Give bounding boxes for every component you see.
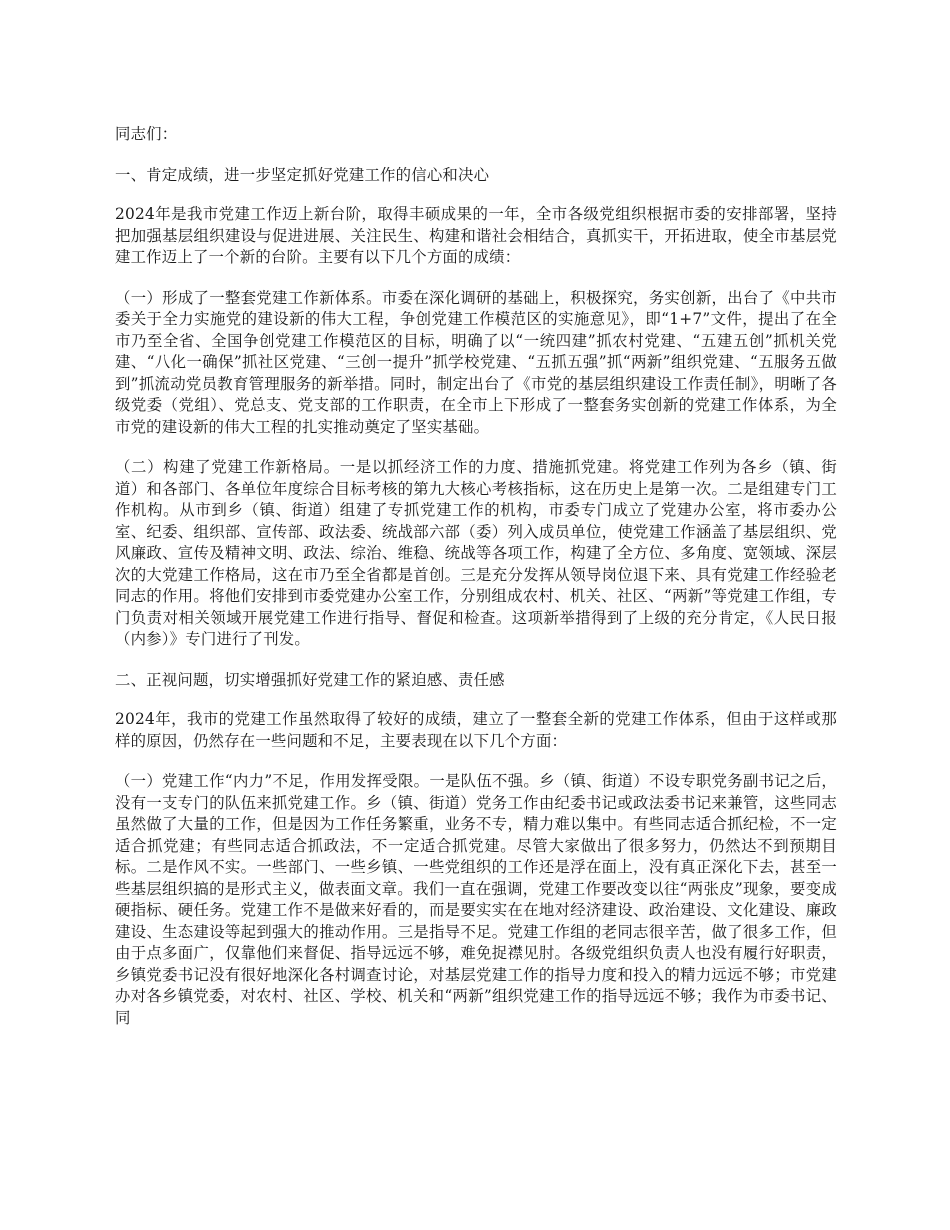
salutation: 同志们：	[115, 125, 178, 143]
paragraph-problems-intro: 2024年，我市的党建工作虽然取得了较好的成绩，建立了一整套全新的党建工作体系，但由于这样或那样的原因，仍然存在一些问题和不足，主要表现在以下几个方面：	[115, 710, 837, 750]
section-heading-2: 二、正视问题，切实增强抓好党建工作的紧迫感、责任感	[115, 670, 505, 689]
paragraph-system: （一）形成了一整套党建工作新体系。市委在深化调研的基础上，积极探究，务实创新，出台了《中共市委关于全力实施党的建设新的伟大工程，争创党建工作模范区的实施意见》，即“1+7”文件，提出了在全市乃至全省、全国争创党建工作模范区的目标，明确了以“一统四建”抓农村党建、“五建五创”抓机关党建、“八化一确保”抓社区党建、“三创一提升”抓学校党建、“五抓五强”抓“两新”组织党建、“五服务五做到”抓流动党员教育管理服务的新举措。同时，制定出台了《市党的基层组织建设工作责任制》，明晰了各级党委（党组）、党总支、党支部的工作职责，在全市上下形成了一整套务实创新的党建工作体系，为全市党的建设新的伟大工程的扎实推动奠定了坚实基础。	[115, 288, 837, 436]
paragraph-problems-1: （一）党建工作“内力”不足，作用发挥受限。一是队伍不强。乡（镇、街道）不设专职党务副书记之后，没有一支专门的队伍来抓党建工作。乡（镇、街道）党务工作由纪委书记或政法委书记来兼管，这些同志虽然做了大量的工作，但是因为工作任务繁重，业务不专，精力难以集中。有些同志适合抓纪检，不一定适合抓党建；有些同志适合抓政法，不一定适合抓党建。尽管大家做出了很多努力，仍然达不到预期目标。二是作风不实。一些部门、一些乡镇、一些党组织的工作还是浮在面上，没有真正深化下去，甚至一些基层组织搞的是形式主义，做表面文章。我们一直在强调，党建工作要改变以往“两张皮”现象，要变成硬指标、硬任务。党建工作不是做来好看的，而是要实实在在地对经济建设、政治建设、文化建设、廉政建设、生态建设等起到强大的推动作用。三是指导不足。党建工作组的老同志很辛苦，做了很多工作，但由于点多面广，仅靠他们来督促、指导远远不够，难免捉襟见肘。各级党组织负责人也没有履行好职责，乡镇党委书记没有很好地深化各村调查讨论，对基层党建工作的指导力度和投入的精力远远不够；市党建办对各乡镇党委，对农村、社区、学校、机关和“两新”组织党建工作的指导远远不够；我作为市委书记、同	[115, 772, 837, 1027]
document-page	[115, 124, 837, 1048]
paragraph-intro: 2024年是我市党建工作迈上新台阶，取得丰硕成果的一年，全市各级党组织根据市委的安排部署，坚持把加强基层组织建设与促进进展、关注民生、构建和谐社会相结合，真抓实干，开拓进取，使全市基层党建工作迈上了一个新的台阶。主要有以下几个方面的成绩：	[115, 205, 837, 266]
paragraph-pattern: （二）构建了党建工作新格局。一是以抓经济工作的力度、措施抓党建。将党建工作列为各乡（镇、街道）和各部门、各单位年度综合目标考核的第九大核心考核指标，这在历史上是第一次。二是组建专门工作机构。从市到乡（镇、街道）组建了专抓党建工作的机构，市委专门成立了党建办公室，将市委办公室、纪委、组织部、宣传部、政法委、统战部六部（委）列入成员单位，使党建工作涵盖了基层组织、党风廉政、宣传及精神文明、政法、综治、维稳、统战等各项工作，构建了全方位、多角度、宽领域、深层次的大党建工作格局，这在市乃至全省都是首创。三是充分发挥从领导岗位退下来、具有党建工作经验老同志的作用。将他们安排到市委党建办公室工作，分别组成农村、机关、社区、“两新”等党建工作组，专门负责对相关领域开展党建工作进行指导、督促和检查。这项新举措得到了上级的充分肯定，《人民日报（内参）》专门进行了刊发。	[115, 458, 837, 648]
section-heading-1: 一、肯定成绩，进一步坚定抓好党建工作的信心和决心	[115, 165, 490, 184]
